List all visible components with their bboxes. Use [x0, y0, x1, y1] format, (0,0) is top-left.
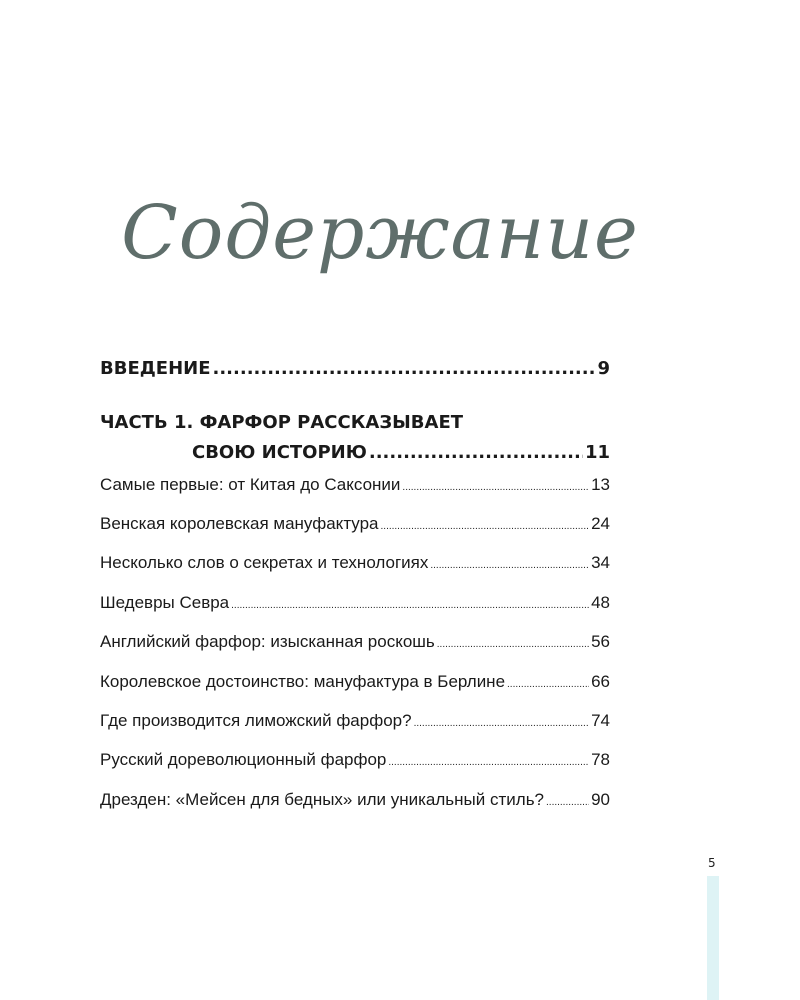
toc-entry-label: СВОЮ ИСТОРИЮ — [192, 442, 367, 463]
toc-entry-chapter[interactable] — [100, 750, 610, 770]
toc-entry-page: 34 — [591, 553, 610, 572]
toc-entry-label: Где производится лиможский фарфор? — [100, 711, 412, 730]
toc-leader-dots — [213, 358, 596, 379]
toc-entry-label: ВВЕДЕНИЕ — [100, 358, 211, 379]
toc-entry-page: 78 — [591, 750, 610, 769]
toc-leader-dots — [369, 442, 583, 463]
toc-entry-chapter[interactable] — [100, 593, 610, 613]
toc-leader-dots — [546, 797, 589, 808]
toc-entry-chapter[interactable] — [100, 553, 610, 573]
toc-leader-dots — [414, 718, 590, 729]
toc-entry-label: Самые первые: от Китая до Саксонии — [100, 475, 401, 494]
toc-entry-chapter[interactable] — [100, 475, 610, 495]
page-title: Содержание — [121, 190, 639, 276]
toc-entry-page: 56 — [591, 632, 610, 651]
toc-entry-chapter[interactable] — [100, 790, 610, 810]
toc-entry-chapter[interactable] — [100, 672, 610, 692]
page-number: 5 — [708, 856, 716, 870]
toc-entry-page: 74 — [591, 711, 610, 730]
toc-entry-chapter[interactable] — [100, 514, 610, 534]
toc-entry-label: Русский дореволюционный фарфор — [100, 750, 387, 769]
toc-leader-dots — [437, 639, 589, 650]
toc-leader-dots — [388, 757, 589, 768]
toc-entry-page: 9 — [597, 358, 610, 379]
toc-entry-page: 66 — [591, 672, 610, 691]
toc-entry-page: 90 — [591, 790, 610, 809]
toc-entry-label: Несколько слов о секретах и технологиях — [100, 553, 429, 572]
toc-part-title-line1[interactable]: ЧАСТЬ 1. ФАРФОР РАССКАЗЫВАЕТ — [100, 412, 464, 433]
toc-leader-dots — [402, 482, 589, 493]
toc-entry-page: 24 — [591, 514, 610, 533]
toc-entry-label: Королевское достоинство: мануфактура в Берлине — [100, 672, 506, 691]
toc-entry-label: Дрезден: «Мейсен для бедных» или уникальный стиль? — [100, 790, 545, 809]
toc-entry-chapter[interactable] — [100, 711, 610, 731]
toc-entry-part1[interactable] — [192, 442, 610, 463]
toc-entry-chapter[interactable] — [100, 632, 610, 652]
toc-entry-label: Английский фарфор: изысканная роскошь — [100, 632, 435, 651]
toc-entry-label: Шедевры Севра — [100, 593, 230, 612]
decorative-side-strip — [707, 876, 719, 1000]
toc-leader-dots — [507, 679, 589, 690]
toc-leader-dots — [381, 521, 590, 532]
toc-leader-dots — [430, 560, 589, 571]
toc-entry-page: 13 — [591, 475, 610, 494]
toc-entry-page: 48 — [591, 593, 610, 612]
toc-leader-dots — [231, 600, 589, 611]
toc-entry-label: Венская королевская мануфактура — [100, 514, 379, 533]
toc-entry-page: 11 — [584, 442, 610, 463]
toc-entry-intro[interactable] — [100, 358, 610, 379]
